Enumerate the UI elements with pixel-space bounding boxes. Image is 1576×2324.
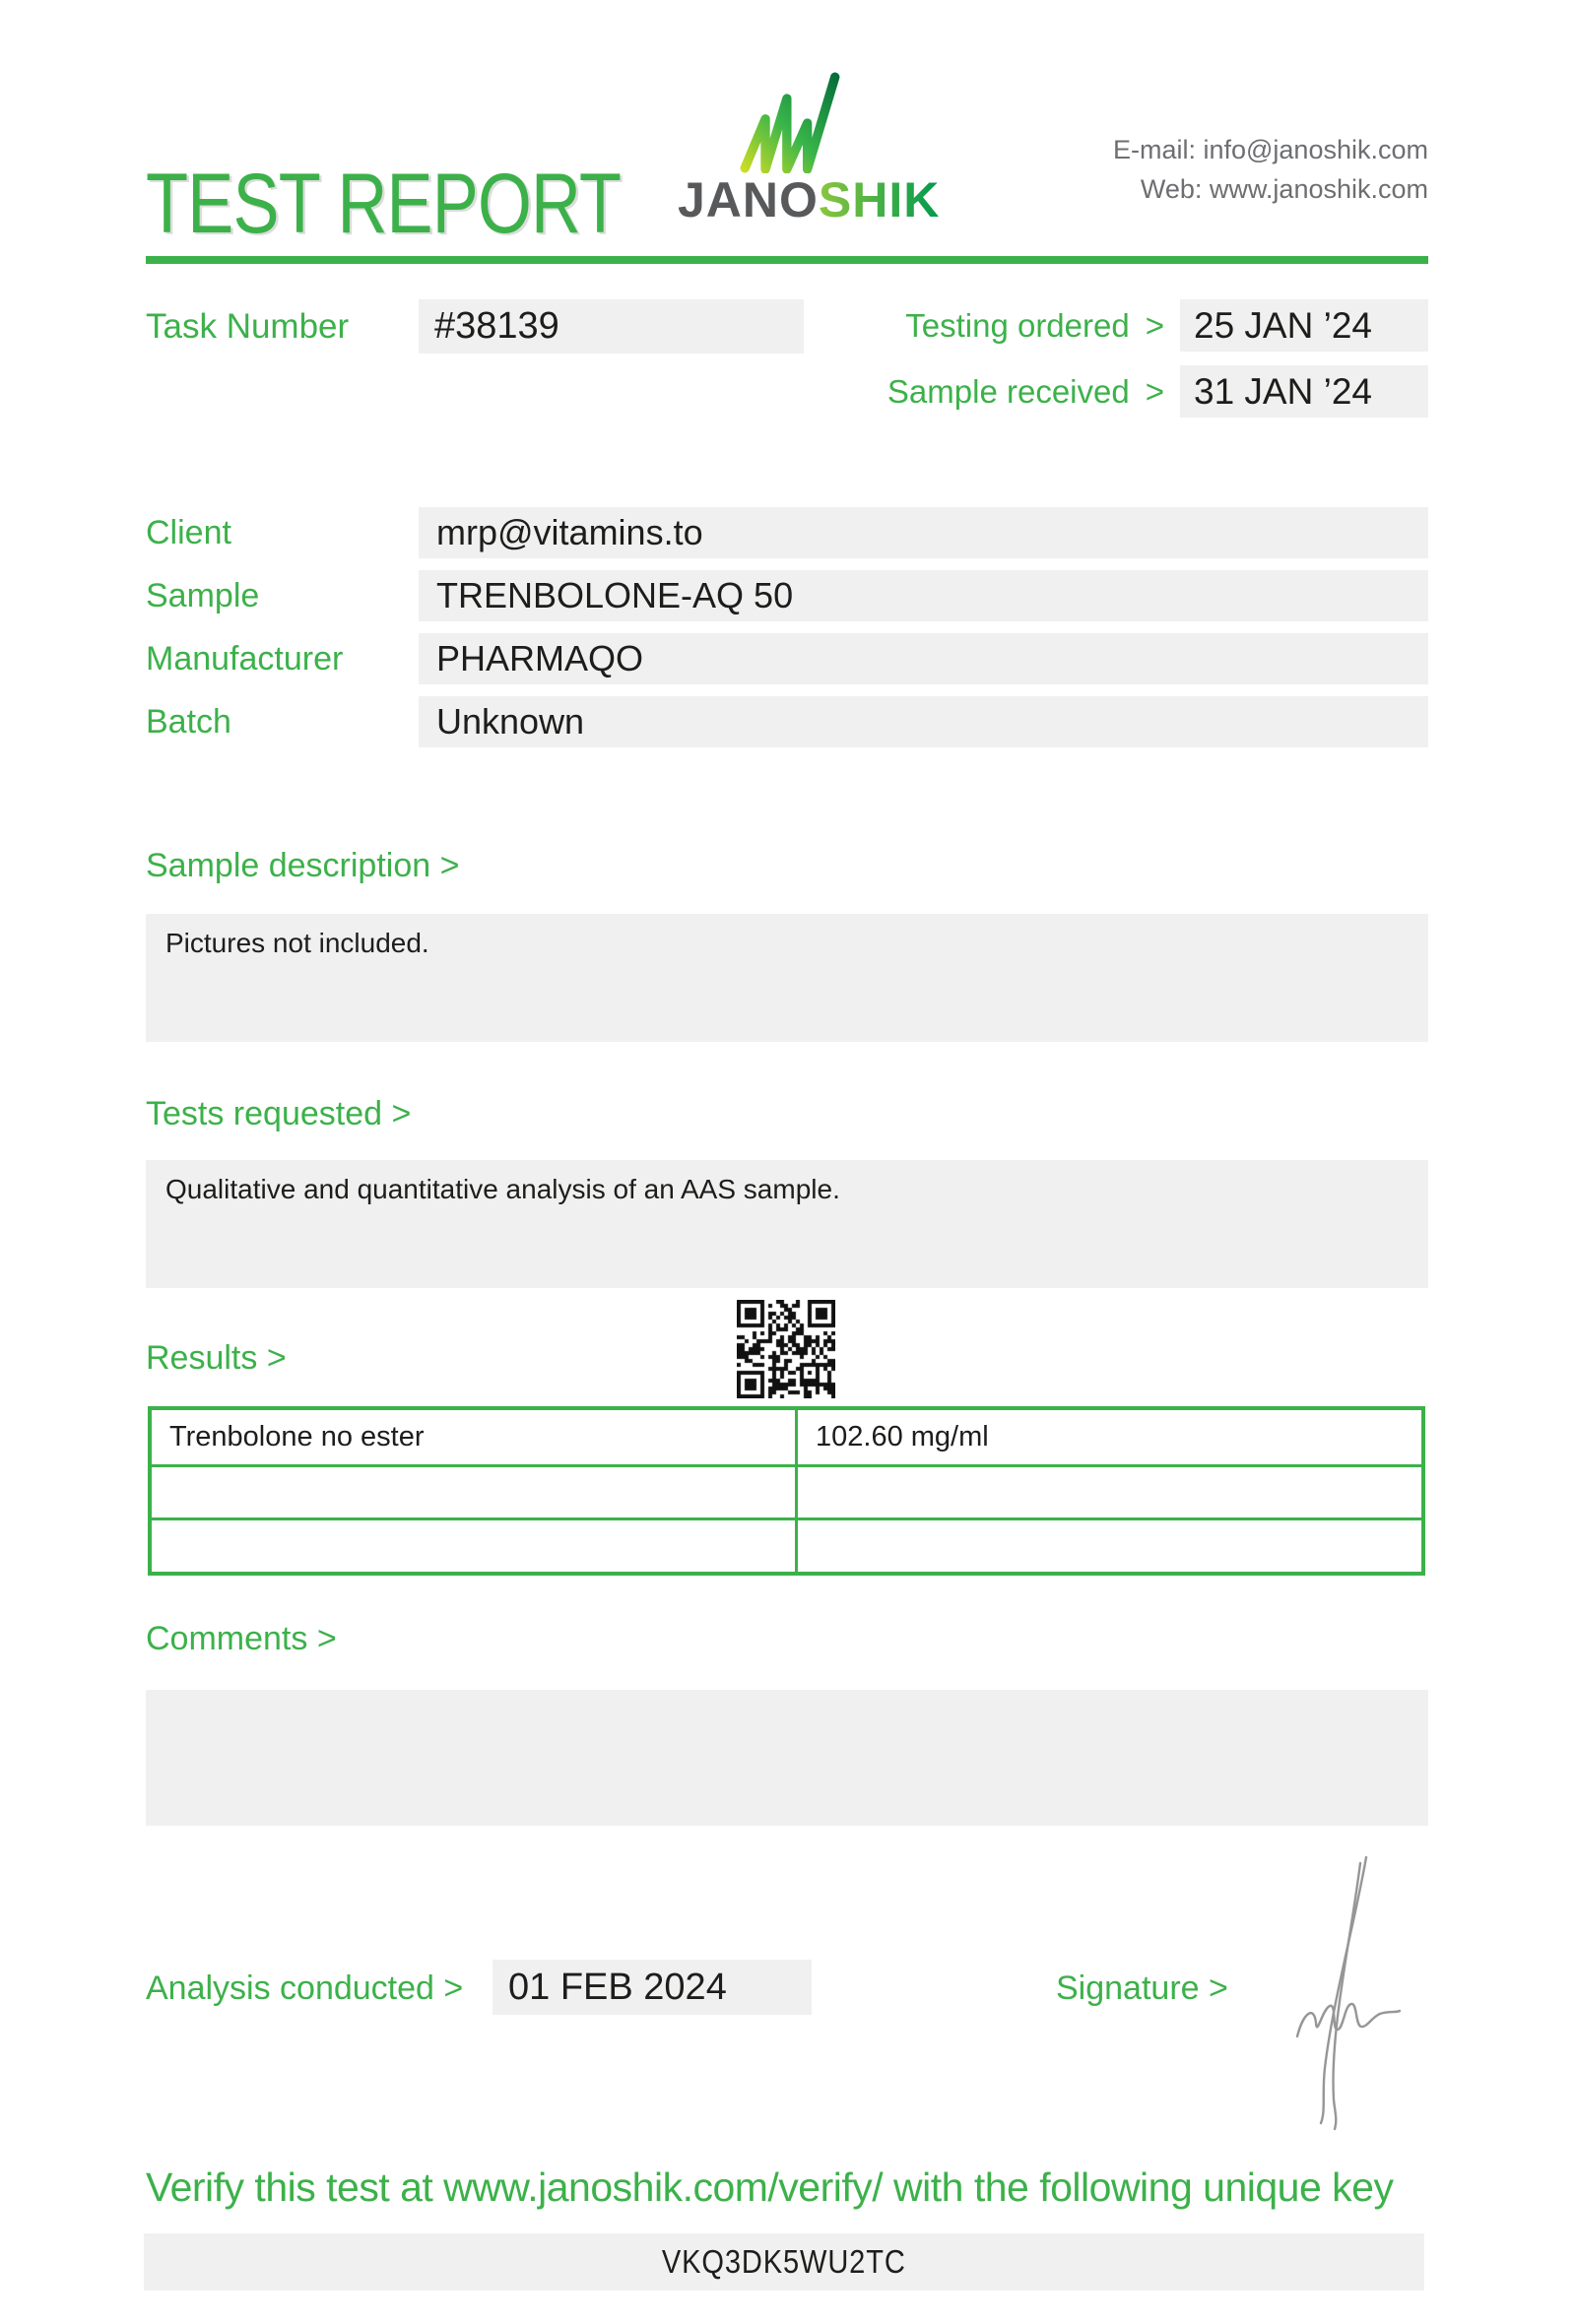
table-cell-result: 102.60 mg/ml [816,1420,989,1452]
header-divider [146,256,1428,264]
page-title: TEST REPORT [146,157,622,251]
brand-wordmark-primary: JANO [678,172,819,227]
brand-logo [678,71,941,227]
comments-heading: Comments > [146,1620,337,1657]
comments-box [146,1690,1428,1826]
task-number-label: Task Number [146,306,350,346]
signature-image [1236,1843,1418,2139]
table-cell-result [798,1517,1421,1572]
analysis-conducted-label: Analysis conducted > [146,1969,464,2007]
task-number-value: #38139 [419,299,804,354]
date-value: 31 JAN ’24 [1180,365,1428,418]
signature-label: Signature > [1056,1969,1228,2007]
table-cell-analyte: Trenbolone no ester [152,1410,798,1464]
info-value: mrp@vitamins.to [419,507,1428,558]
results-table [148,1406,1425,1576]
info-label: Sample [146,576,260,614]
task-number-row [146,299,804,354]
info-value: PHARMAQO [419,633,1428,684]
chevron-right-icon: > [1145,372,1164,410]
brand-wordmark [678,172,941,227]
info-value: Unknown [419,696,1428,747]
info-row-batch [146,696,1428,747]
date-row-sample-received [872,365,1428,418]
trend-chart-icon [678,71,904,173]
contact-email: E-mail: info@janoshik.com [1112,135,1428,164]
analysis-date-value: 01 FEB 2024 [492,1960,812,2015]
date-label: Sample received [886,372,1130,410]
results-heading: Results > [146,1339,287,1377]
tests-requested-box: Qualitative and quantitative analysis of an AAS sample. [146,1160,1428,1288]
dates-block [872,299,1428,431]
qr-code [737,1300,835,1398]
table-cell-result [798,1464,1421,1518]
table-cell-analyte [152,1517,798,1572]
brand-wordmark-accent: SHIK [818,172,941,227]
info-row-sample [146,570,1428,621]
sample-description-heading: Sample description > [146,847,460,884]
info-row-client [146,507,1428,558]
contact-web: Web: www.janoshik.com [1140,174,1428,204]
sample-info-block [146,507,1428,759]
info-value: TRENBOLONE-AQ 50 [419,570,1428,621]
chevron-right-icon: > [1145,306,1164,344]
date-row-testing-ordered [872,299,1428,352]
info-label: Batch [146,702,231,741]
verify-key-box [144,2233,1424,2291]
contact-info [1113,130,1428,209]
tests-requested-heading: Tests requested > [146,1095,412,1132]
sample-description-box: Pictures not included. [146,914,1428,1042]
verify-key: VKQ3DK5WU2TC [662,2243,906,2280]
date-label: Testing ordered [905,306,1130,344]
date-value: 25 JAN ’24 [1180,299,1428,352]
info-row-manufacturer [146,633,1428,684]
table-cell-analyte [152,1464,798,1518]
info-label: Manufacturer [146,639,344,678]
info-label: Client [146,513,231,551]
verify-text: Verify this test at www.janoshik.com/verify/ with the following unique key [146,2164,1394,2210]
